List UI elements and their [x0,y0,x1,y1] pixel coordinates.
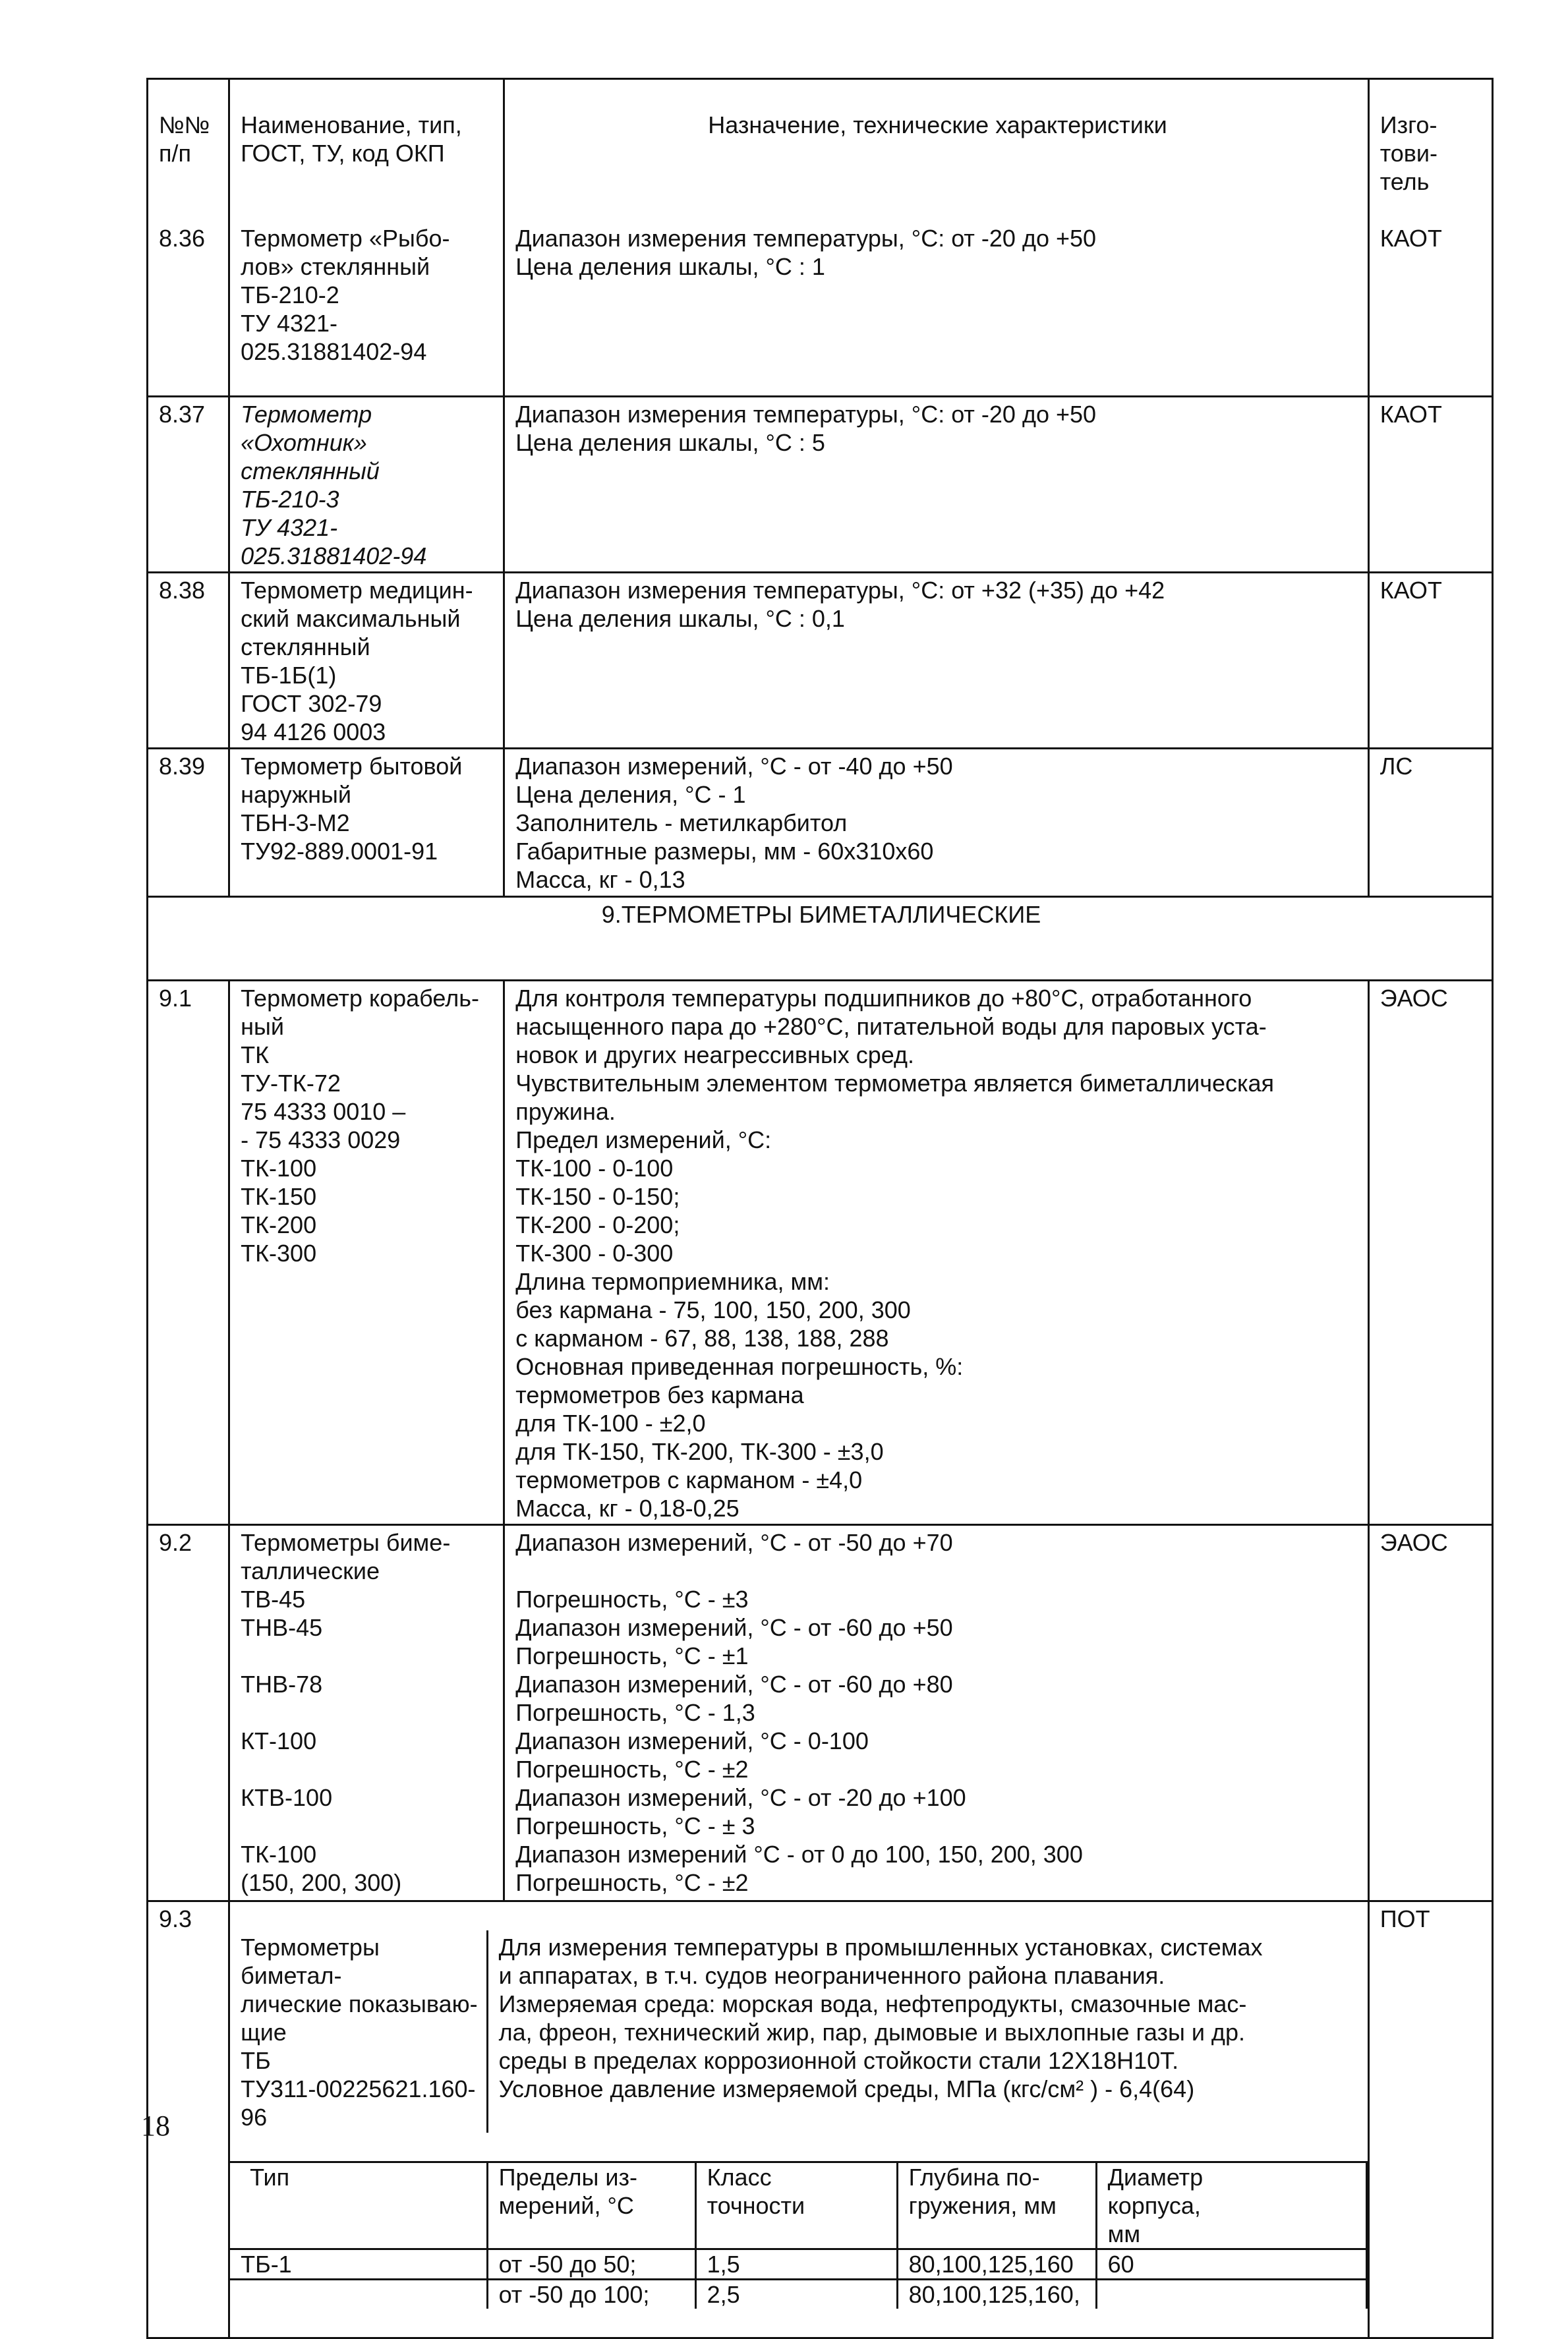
table-row [148,573,1493,749]
row-number: 9.2 [148,1525,229,1901]
row-maker-cell [1368,79,1492,397]
item-maker: ПОТ [1368,1901,1492,2338]
section-row [148,897,1493,981]
item-desc: Диапазон измерения температуры, °С: от -20 до +50 Цена деления шкалы, °С : 1 [515,225,1097,280]
item-desc: Для измерения температуры в промышленных установках, системах и аппаратах, в т.ч. судов неограниченного района плавания. Измеряемая среда: морская вода, нефтепродукты, смазочные мас- ла, фреон, технический жир, пар, дымовые и выхлопные газы и др. среды в пределах коррозионной стойкости стали 12Х18Н10Т. Условное давление измеряемой среды, МПа (кгс/см² ) - 6,4(64) [498,1934,1263,2102]
item-maker: ЭАОС [1368,981,1492,1525]
item-desc: Диапазон измерения температуры, °С: от +32 (+35) до +42 Цена деления шкалы, °С : 0,1 [504,573,1368,749]
row-93-body [229,1901,1369,2338]
subtable-diameter [1096,2280,1366,2309]
subtable-type: ТБ-1 [230,2249,487,2280]
item-name: Термометр корабель- ный ТК ТУ-ТК-72 75 4333 0010 – - 75 4333 0029 ТК-100 ТК-150 ТК-200 ТК-300 [229,981,504,1525]
table-row [148,79,1493,397]
subtable-diameter: 60 [1096,2249,1366,2280]
item-maker: КАОТ [1368,573,1492,749]
subtable-range: от -50 до 50; [487,2249,695,2280]
subtable-depth: 80,100,125,160 [897,2249,1096,2280]
item-maker: ЛС [1368,749,1492,897]
subtable-header-class: Класс точности [695,2162,897,2249]
item-maker: КАОТ [1379,225,1442,252]
header-number: №№ п/п [159,111,210,167]
subtable-header-row [230,2162,1366,2249]
row-number-cell [148,79,229,397]
header-name: Наименование, тип, ГОСТ, ТУ, код ОКП [241,111,462,167]
table-row [148,1525,1493,1901]
subtable-class: 2,5 [695,2280,897,2309]
page-number: 18 [141,2110,170,2142]
catalogue-table [146,78,1494,2339]
item-name: Термометр медицин- ский максимальный стеклянный ТБ-1Б(1) ГОСТ 302-79 94 4126 0003 [229,573,504,749]
row-number: 8.37 [148,397,229,573]
subtable-depth: 80,100,125,160, [897,2280,1096,2309]
item-desc: Для контроля температуры подшипников до +80°С, отработанного насыщенного пара до +280°С, питательной воды для паровых уста- новок и других неагрессивных сред. Чувствительным элементом термометра является биметаллическая пружина. Предел измерений, °С: ТК-100 - 0-100 ТК-150 - 0-150; ТК-200 - 0-200; ТК-300 - 0-300 Длина термоприемника, мм: без кармана - 75, 100, 150, 200, 300 с карманом - 67, 88, 138, 188, 288 Основная приведенная погрешность, %: термометров без кармана для ТК-100 - ±2,0 для ТК-150, ТК-200, ТК-300 - ±3,0 термометров с карманом - ±4,0 Масса, кг - 0,18-0,25 [504,981,1368,1525]
subtable-header-depth: Глубина по- гружения, мм [897,2162,1096,2249]
item-name: Термометр «Рыбо- лов» стеклянный ТБ-210-2 ТУ 4321- 025.31881402-94 [241,225,450,365]
section-title: 9.ТЕРМОМЕТРЫ БИМЕТАЛЛИЧЕСКИЕ [148,897,1493,981]
row-number: 9.3 [148,1901,229,2338]
item-name: Термометры биметал- лические показываю- щие ТБ ТУ311-00225621.160- 96 [230,1930,487,2133]
subtable-type [230,2280,487,2309]
subtable-header-diameter: Диаметр корпуса, мм [1096,2162,1366,2249]
subtable-range: от -50 до 100; [487,2280,695,2309]
subtable-row [230,2249,1366,2280]
header-desc: Назначение, технические характеристики [708,111,1167,138]
row-number: 8.36 [159,225,206,252]
subtable-header-range: Пределы из- мерений, °С [487,2162,695,2249]
item-name: Термометр «Охотник» стеклянный ТБ-210-3 ТУ 4321- 025.31881402-94 [229,397,504,573]
table-row [148,397,1493,573]
item-name: Термометры биме- таллические ТВ-45 ТНВ-45 ТНВ-78 КТ-100 КТВ-100 ТК-100 (150, 200, 300) [229,1525,504,1901]
item-desc: Диапазон измерений, °С - от -40 до +50 Цена деления, °С - 1 Заполнитель - метилкарбитол Габаритные размеры, мм - 60х310х60 Масса, кг - 0,13 [504,749,1368,897]
item-maker: ЭАОС [1368,1525,1492,1901]
table-row [148,981,1493,1525]
subtable-header-type: Тип [230,2162,487,2249]
table-row [148,749,1493,897]
row-name-cell [229,79,504,397]
subtable-row [230,2280,1366,2309]
row-93-top [230,1930,1368,2133]
row-number: 8.38 [148,573,229,749]
row-number: 8.39 [148,749,229,897]
header-maker: Изго- тови- тель [1379,111,1438,195]
item-desc: Диапазон измерений, °С - от -50 до +70 Погрешность, °С - ±3 Диапазон измерений, °С - от -60 до +50 Погрешность, °С - ±1 Диапазон измерений, °С - от -60 до +80 Погрешность, °С - 1,3 Диапазон измерений, °С - 0-100 Погрешность, °С - ±2 Диапазон измерений, °С - от -20 до +100 Погрешность, °С - ± 3 Диапазон измерений °С - от 0 до 100, 150, 200, 300 Погрешность, °С - ±2 [504,1525,1368,1901]
row-number: 9.1 [148,981,229,1525]
item-desc: Диапазон измерения температуры, °С: от -20 до +50 Цена деления шкалы, °С : 5 [504,397,1368,573]
item-name: Термометр бытовой наружный ТБН-3-М2 ТУ92-889.0001-91 [229,749,504,897]
subtable-class: 1,5 [695,2249,897,2280]
table-row [148,1901,1493,2338]
item-maker: КАОТ [1368,397,1492,573]
spec-subtable [230,2161,1368,2309]
row-desc-cell [504,79,1368,397]
